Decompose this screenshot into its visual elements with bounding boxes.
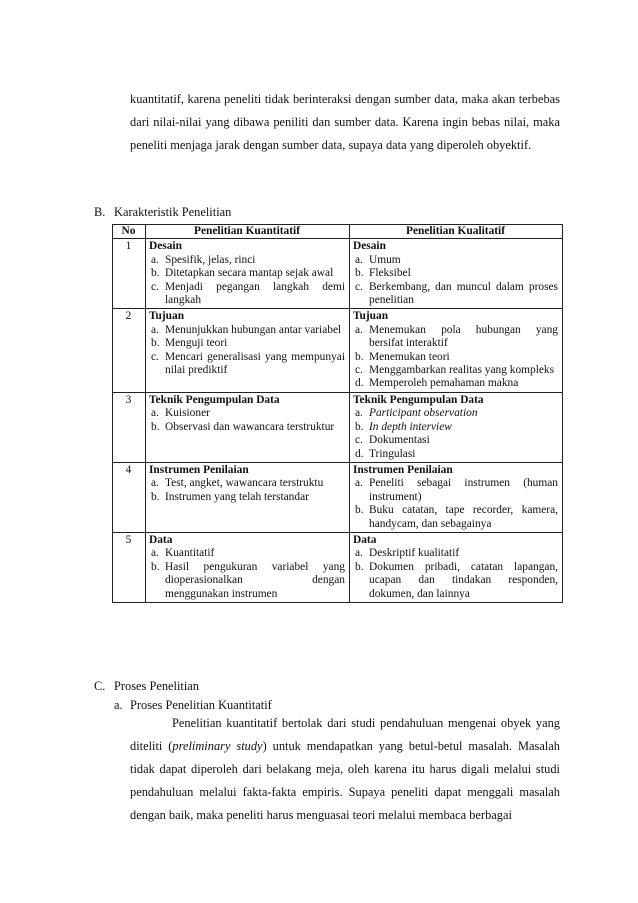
table-header-row — [113, 225, 563, 239]
quantitative-cell — [146, 309, 350, 392]
list-item-mark: d. — [355, 447, 364, 460]
qualitative-cell — [350, 392, 563, 462]
list-item-mark: b. — [151, 420, 160, 433]
row-number: 3 — [113, 392, 146, 462]
section-b-title: Karakteristik Penelitian — [114, 205, 232, 219]
quantitative-title: Tujuan — [149, 310, 185, 323]
list-item-text: Berkembang, dan muncul dalam proses penelitian — [369, 280, 558, 307]
list-item — [149, 337, 345, 350]
list-item — [149, 351, 345, 378]
list-item — [353, 281, 558, 308]
qualitative-list — [353, 547, 558, 601]
intro-text: kuantitatif, karena peneliti tidak berinteraksi dengan sumber data, maka akan terbebas dari nilai-nilai yang dibawa peniliti dan sumber data. Karena ingin bebas nilai, maka peneliti menjaga jarak dengan sumber data, supaya data yang diperoleh obyektif. — [130, 92, 560, 152]
qualitative-title: Data — [353, 533, 377, 546]
list-item-text: Menunjukkan hubungan antar variabel — [165, 323, 342, 336]
qualitative-list — [353, 477, 558, 531]
table-row — [113, 392, 563, 462]
list-item-mark: b. — [355, 560, 364, 573]
list-item-mark: c. — [151, 280, 159, 293]
list-item — [149, 267, 345, 280]
list-item-mark: b. — [355, 267, 364, 280]
list-item — [149, 324, 345, 337]
quantitative-cell — [146, 462, 350, 532]
list-item-text: Dokumentasi — [369, 434, 430, 447]
list-item — [149, 491, 345, 504]
list-item — [353, 421, 558, 434]
list-item-mark: c. — [355, 364, 363, 377]
qualitative-cell — [350, 239, 563, 309]
body-text-em: preliminary study — [172, 739, 263, 753]
body-text-1: Penelitian kuantitatif bertolak dari studi pendahuluan mengenai obyek yang diteliti ( — [130, 716, 560, 753]
list-item-mark: a. — [355, 407, 363, 420]
list-item-text: Menemukan teori — [369, 350, 450, 363]
section-b-letter: B. — [94, 205, 106, 219]
list-item-text: In depth interview — [369, 420, 452, 433]
list-item — [353, 561, 558, 601]
list-item-text: Kuisioner — [165, 407, 210, 420]
list-item — [353, 477, 558, 504]
header-quantitative: Penelitian Kuantitatif — [146, 225, 350, 239]
list-item-mark: b. — [151, 490, 160, 503]
quantitative-cell — [146, 239, 350, 309]
quantitative-list — [149, 407, 345, 434]
row-number: 1 — [113, 239, 146, 309]
subsection-a-title: Proses Penelitian Kuantitatif — [130, 698, 272, 712]
list-item-mark: c. — [355, 434, 363, 447]
quantitative-title: Desain — [149, 240, 182, 253]
quantitative-title: Instrumen Penilaian — [149, 463, 249, 476]
table-row — [113, 309, 563, 392]
table-body — [113, 239, 563, 603]
list-item — [353, 448, 558, 461]
list-item — [149, 281, 345, 308]
list-item-text: Ditetapkan secara mantap sejak awal — [165, 267, 334, 280]
section-b-heading — [94, 204, 231, 220]
list-item-mark: d. — [355, 377, 364, 390]
qualitative-list — [353, 407, 558, 461]
intro-paragraph — [130, 88, 560, 157]
list-item — [353, 364, 558, 377]
list-item — [353, 254, 558, 267]
qualitative-list — [353, 254, 558, 308]
list-item-mark: b. — [355, 504, 364, 517]
qualitative-cell — [350, 532, 563, 602]
list-item — [149, 547, 345, 560]
quantitative-cell — [146, 532, 350, 602]
quantitative-list — [149, 547, 345, 601]
list-item-text: Kuantitatif — [165, 547, 215, 560]
list-item-mark: a. — [151, 407, 159, 420]
qualitative-title: Desain — [353, 240, 386, 253]
list-item — [353, 324, 558, 351]
list-item-text: Umum — [369, 253, 401, 266]
list-item-text: Buku catatan, tape recorder, kamera, handycam, dan sebagainya — [369, 504, 558, 530]
list-item-text: Menemukan pola hubungan yang bersifat interaktif — [369, 323, 558, 350]
list-item-text: Memperoleh pemahaman makna — [369, 377, 519, 390]
list-item-text: Tringulasi — [369, 447, 416, 460]
list-item-text: Participant observation — [369, 407, 478, 420]
list-item — [353, 434, 558, 447]
list-item-text: Instrumen yang telah terstandar — [165, 490, 309, 503]
subsection-a-heading — [114, 697, 272, 713]
body-text-2: ) untuk mendapatkan yang betul-betul masalah. Masalah tidak dapat diperoleh dari belakang meja, oleh karena itu harus digali melalui studi pendahuluan melalui fakta-fakta empiris. Supaya peneliti dapat menggali masalah dengan baik, maka peneliti harus menguasai teori melalui membaca berbagai — [130, 739, 561, 822]
row-number: 4 — [113, 462, 146, 532]
quantitative-title: Teknik Pengumpulan Data — [149, 393, 280, 406]
list-item-mark: a. — [355, 323, 363, 336]
qualitative-title: Tujuan — [353, 310, 389, 323]
list-item-text: Spesifik, jelas, rinci — [165, 253, 256, 266]
list-item-text: Test, angket, wawancara terstruktu — [165, 477, 324, 490]
list-item — [353, 377, 558, 390]
qualitative-cell — [350, 462, 563, 532]
list-item — [149, 407, 345, 420]
section-c-letter: C. — [94, 679, 106, 693]
list-item-mark: b. — [151, 560, 160, 573]
table-row — [113, 532, 563, 602]
row-number: 5 — [113, 532, 146, 602]
list-item-mark: b. — [355, 420, 364, 433]
list-item-text: Fleksibel — [369, 267, 411, 280]
list-item — [353, 351, 558, 364]
list-item-mark: a. — [151, 253, 159, 266]
list-item-mark: a. — [355, 477, 363, 490]
list-item-text: Menjadi pegangan langkah demi langkah — [165, 280, 345, 307]
qualitative-title: Instrumen Penilaian — [353, 463, 453, 476]
quantitative-cell — [146, 392, 350, 462]
subsection-a-letter: a. — [114, 698, 123, 712]
list-item-mark: a. — [151, 477, 159, 490]
body-paragraph — [130, 712, 560, 827]
list-item — [353, 504, 558, 531]
section-c-title: Proses Penelitian — [114, 679, 200, 693]
qualitative-title: Teknik Pengumpulan Data — [353, 393, 484, 406]
header-no: No — [113, 225, 146, 239]
list-item — [149, 561, 345, 601]
quantitative-list — [149, 324, 345, 378]
list-item — [353, 407, 558, 420]
qualitative-cell — [350, 309, 563, 392]
list-item-mark: a. — [151, 547, 159, 560]
list-item — [149, 254, 345, 267]
list-item-mark: c. — [151, 350, 159, 363]
list-item-text: Menguji teori — [165, 337, 228, 350]
quantitative-list — [149, 477, 345, 504]
list-item — [353, 267, 558, 280]
list-item — [149, 477, 345, 490]
list-item-text: Peneliti sebagai instrumen (human instrument) — [369, 477, 558, 503]
list-item-mark: a. — [355, 253, 363, 266]
section-c-heading — [94, 678, 199, 694]
list-item — [353, 547, 558, 560]
quantitative-list — [149, 254, 345, 308]
characteristics-table — [112, 224, 563, 603]
list-item-text: Deskriptif kualitatif — [369, 547, 460, 560]
list-item-text: Dokumen pribadi, catatan lapangan, ucapan dan tindakan responden, dokumen, dan lainnya — [369, 560, 558, 600]
list-item-mark: a. — [151, 323, 159, 336]
list-item-text: Mencari generalisasi yang mempunyai nilai prediktif — [165, 350, 345, 377]
list-item-text: Observasi dan wawancara terstruktur — [165, 420, 335, 433]
qualitative-list — [353, 324, 558, 391]
table-row — [113, 239, 563, 309]
row-number: 2 — [113, 309, 146, 392]
quantitative-title: Data — [149, 533, 173, 546]
list-item — [149, 421, 345, 434]
list-item-mark: a. — [355, 547, 363, 560]
list-item-mark: b. — [151, 337, 160, 350]
list-item-text: Menggambarkan realitas yang kompleks — [369, 364, 555, 377]
list-item-mark: c. — [355, 280, 363, 293]
list-item-mark: b. — [355, 350, 364, 363]
list-item-mark: b. — [151, 267, 160, 280]
list-item-text: Hasil pengukuran variabel yang dioperasionalkan dengan menggunakan instrumen — [165, 560, 345, 600]
table-row — [113, 462, 563, 532]
header-qualitative: Penelitian Kualitatif — [350, 225, 563, 239]
